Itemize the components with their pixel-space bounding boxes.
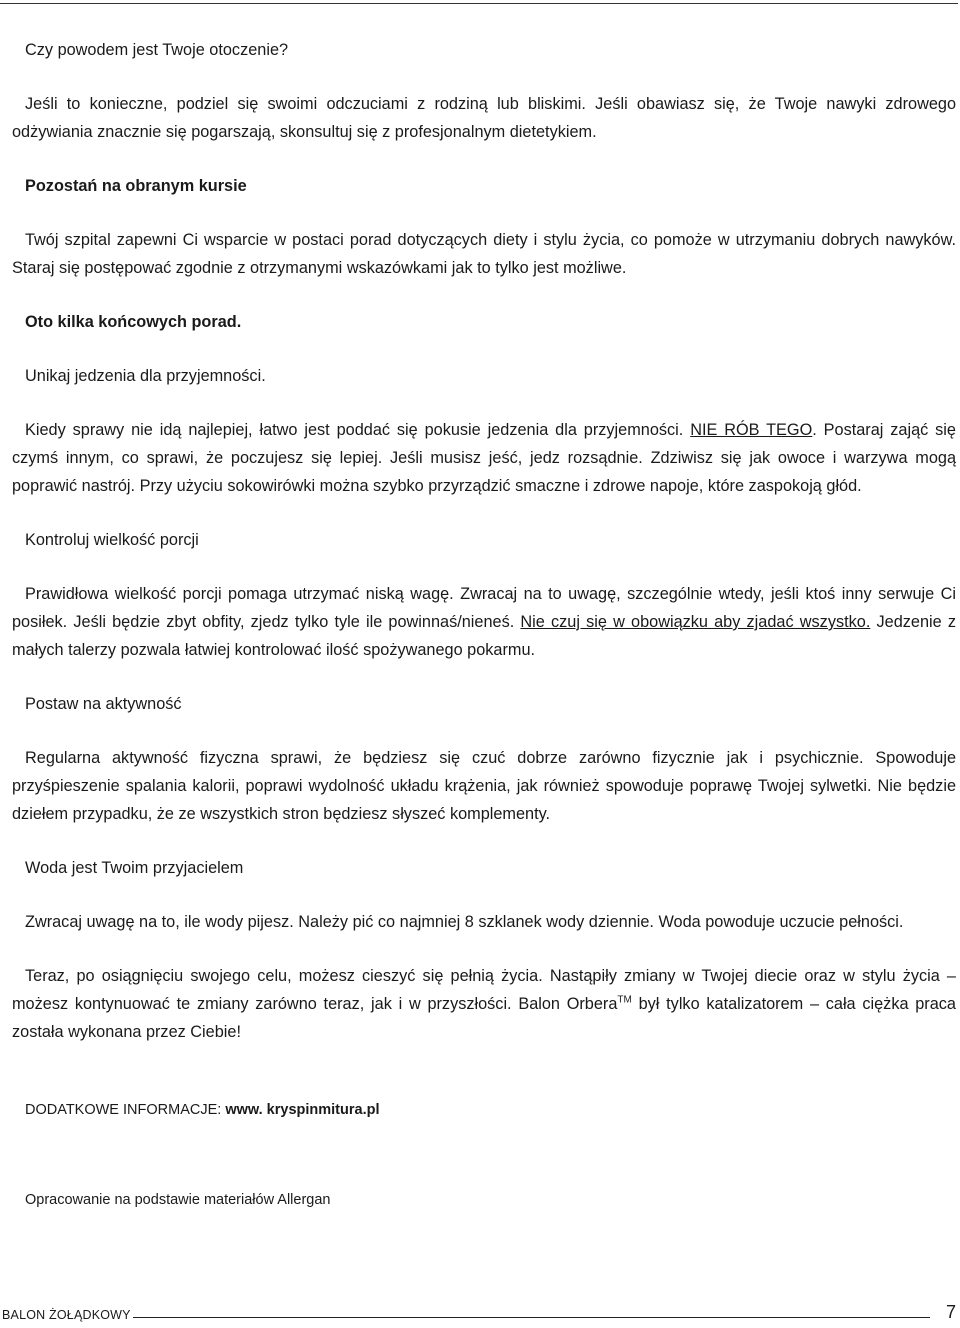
final-text-b: był tylko katalizatorem – cała ciężka praca została wykonana przez Ciebie! bbox=[12, 995, 956, 1041]
question-title: Czy powodem jest Twoje otoczenie? bbox=[25, 41, 289, 59]
course-heading: Pozostań na obranym kursie bbox=[25, 177, 247, 195]
activity-paragraph: Regularna aktywność fizyczna sprawi, że będziesz się czuć dobrze zarówno fizycznie jak i psychicznie. Spowoduje przyśpieszenie spalania kalorii, poprawi wydolność układu krążenia, jak również spowoduje poprawę Twojej sylwetki. Nie będzie dziełem przypadku, że ze wszystkich stron będziesz słyszeć komplementy. bbox=[12, 749, 956, 823]
course-paragraph: Twój szpital zapewni Ci wsparcie w postaci porad dotyczących diety i stylu życia, co pomoże w utrzymaniu dobrych nawyków. Staraj się postępować zgodnie z otrzymanymi wskazówkami jak to tylko jest możliwe. bbox=[12, 231, 956, 277]
page-footer bbox=[0, 1302, 960, 1328]
portion-heading: Kontroluj wielkość porcji bbox=[25, 531, 199, 549]
water-paragraph: Zwracaj uwagę na to, ile wody pijesz. Należy pić co najmniej 8 szklanek wody dziennie. Woda powoduje uczucie pełności. bbox=[25, 913, 904, 931]
pleasure-paragraph bbox=[12, 416, 956, 500]
pleasure-text-b: . Postaraj zająć się czymś innym, co sprawi, że poczujesz się lepiej. Jeśli musisz jeść, jedz rozsądnie. Zdziwisz się jak owoce i warzywa mogą poprawić nastrój. Przy użyciu sokowirówki można szybko przyrządzić smaczne i zdrowe napoje, które zaspokoją głód. bbox=[12, 421, 956, 495]
pleasure-text-a: Kiedy sprawy nie idą najlepiej, łatwo jest poddać się pokusie jedzenia dla przyjemności. bbox=[25, 421, 691, 439]
footer-rule bbox=[133, 1317, 930, 1318]
final-paragraph bbox=[12, 962, 956, 1046]
portion-paragraph bbox=[12, 580, 956, 664]
additional-info-url[interactable]: www. kryspinmitura.pl bbox=[225, 1102, 380, 1118]
question-paragraph: Jeśli to konieczne, podziel się swoimi odczuciami z rodziną lub bliskimi. Jeśli obawiasz się, że Twoje nawyki zdrowego odżywiania znacznie się pogarszają, skonsultuj się z profesjonalnym dietetykiem. bbox=[12, 95, 956, 141]
document-body bbox=[12, 36, 956, 1214]
activity-heading: Postaw na aktywność bbox=[25, 695, 182, 713]
pleasure-warning-underlined: NIE RÓB TEGO bbox=[690, 421, 813, 439]
page-number: 7 bbox=[945, 1302, 956, 1322]
pleasure-heading: Unikaj jedzenia dla przyjemności. bbox=[25, 367, 266, 385]
additional-info-label: DODATKOWE INFORMACJE: bbox=[25, 1102, 226, 1118]
trademark-mark: TM bbox=[617, 994, 632, 1006]
final-text-a: Teraz, po osiągnięciu swojego celu, możesz cieszyć się pełnią życia. Nastąpiły zmiany w Twojej diecie oraz w stylu życia – możesz kontynuować te zmiany zarówno teraz, jak i w przyszłości. Balon Orbera bbox=[12, 967, 956, 1013]
source-note: Opracowanie na podstawie materiałów Allergan bbox=[25, 1192, 331, 1208]
portion-text-a: Prawidłowa wielkość porcji pomaga utrzymać niską wagę. Zwracaj na to uwagę, szczególnie wtedy, jeśli ktoś inny serwuje Ci posiłek. Jeśli będzie zbyt obfity, zjedz tylko tyle ile powinnaś/nieneś. bbox=[12, 585, 956, 631]
tips-heading: Oto kilka końcowych porad. bbox=[25, 313, 242, 331]
additional-info bbox=[12, 1096, 956, 1124]
water-heading: Woda jest Twoim przyjacielem bbox=[25, 859, 244, 877]
portion-advice-underlined: Nie czuj się w obowiązku aby zjadać wszystko. bbox=[520, 613, 871, 631]
top-rule bbox=[0, 3, 958, 4]
footer-title: BALON ŻOŁĄDKOWY bbox=[2, 1308, 131, 1322]
portion-text-b: Jedzenie z małych talerzy pozwala łatwiej kontrolować ilość spożywanego pokarmu. bbox=[12, 613, 956, 659]
